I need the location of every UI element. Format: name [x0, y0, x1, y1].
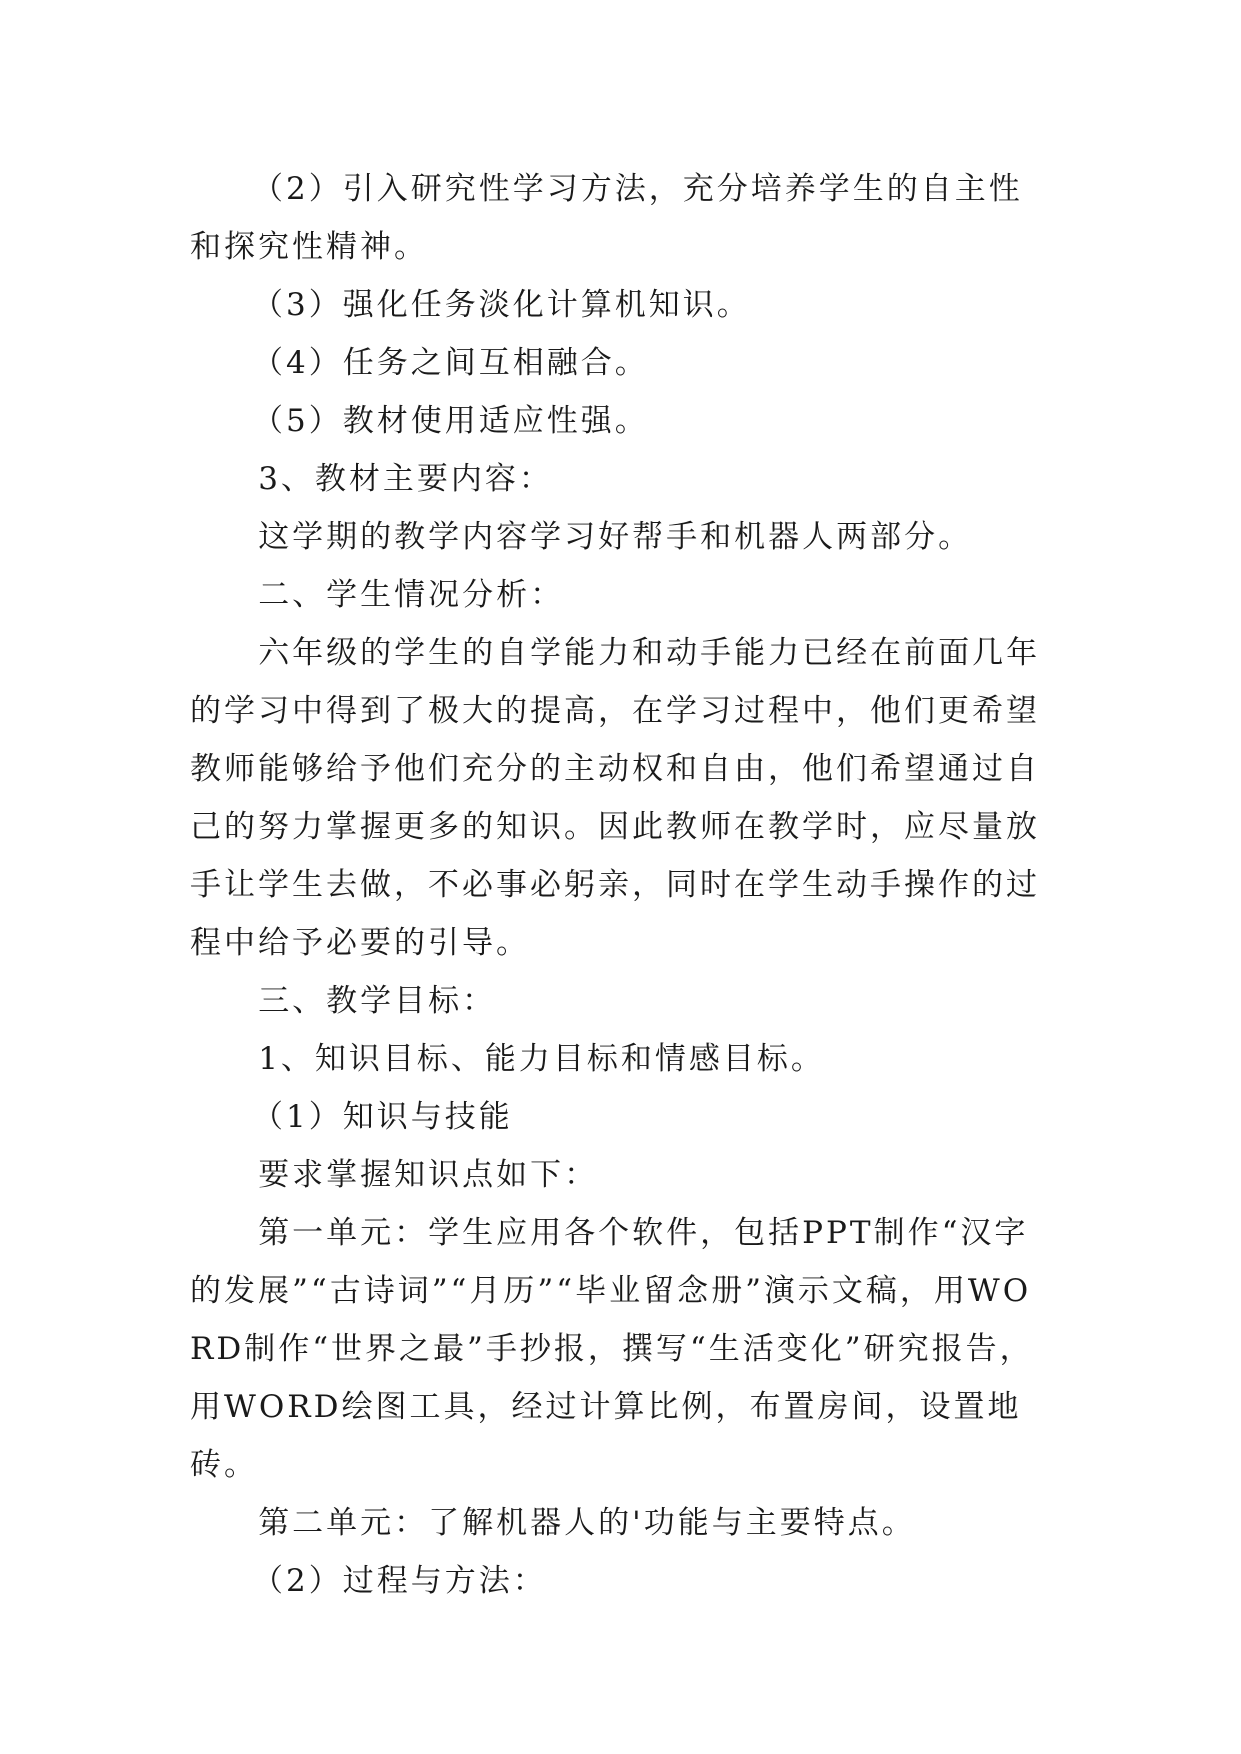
- paragraph-student-analysis: 六年级的学生的自学能力和动手能力已经在前面几年的学习中得到了极大的提高，在学习过程中，他们更希望教师能够给予他们充分的主动权和自由，他们希望通过自己的努力掌握更多的知识。因此教师在教学时，应尽量放手让学生去做，不必事必躬亲，同时在学生动手操作的过程中给予必要的引导。: [190, 635, 1041, 961]
- paragraph-item-4: （4）任务之间互相融合。: [252, 345, 649, 381]
- paragraph-unit-two: 第二单元：了解机器人的'功能与主要特点。: [258, 1505, 916, 1541]
- paragraph-requirements: 要求掌握知识点如下：: [258, 1157, 599, 1193]
- paragraph-item-3: （3）强化任务淡化计算机知识。: [252, 287, 751, 323]
- section-heading-textbook-content: 3、教材主要内容：: [258, 461, 553, 497]
- paragraph-item-5: （5）教材使用适应性强。: [252, 403, 649, 439]
- paragraph-goal-types: 1、知识目标、能力目标和情感目标。: [258, 1041, 825, 1077]
- paragraph-semester-content: 这学期的教学内容学习好帮手和机器人两部分。: [258, 519, 973, 555]
- document-body: [190, 160, 1050, 1610]
- subheading-knowledge-skills: （1）知识与技能: [252, 1099, 513, 1135]
- section-heading-student-analysis: 二、学生情况分析：: [258, 577, 565, 613]
- paragraph-item-2: （2）引入研究性学习方法，充分培养学生的自主性和探究性精神。: [190, 171, 1023, 265]
- section-heading-teaching-goals: 三、教学目标：: [258, 983, 497, 1019]
- paragraph-unit-one: 第一单元：学生应用各个软件，包括PPT制作“汉字的发展”“古诗词”“月历”“毕业留念册”演示文稿，用WORD制作“世界之最”手抄报，撰写“生活变化”研究报告，用WORD绘图工具，经过计算比例，布置房间，设置地砖。: [190, 1215, 1034, 1483]
- subheading-process-methods: （2）过程与方法：: [252, 1563, 547, 1599]
